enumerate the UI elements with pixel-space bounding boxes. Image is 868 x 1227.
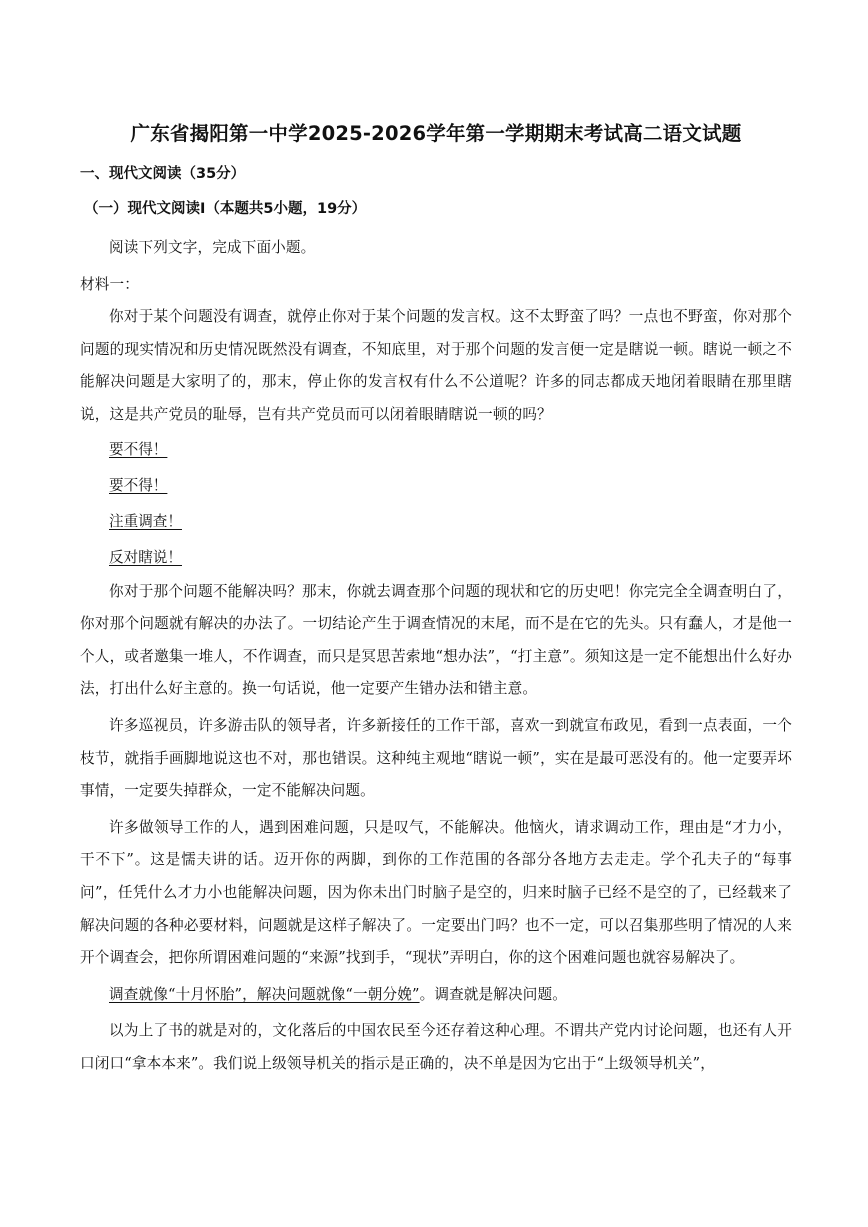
- paragraph-4: 许多做领导工作的人，遇到困难问题，只是叹气，不能解决。他恼火，请求调动工作，理由是“才力小，干不下”。这是懦夫讲的话。迈开你的两脚，到你的工作范围的各部分各地方去走走。学个孔夫子的“每事问”，任凭什么才力小也能解决问题，因为你未出门时脑子是空的，归来时脑子已经不是空的了，已经载来了解决问题的各种必要材料，问题就是这样子解决了。一定要出门吗？也不一定，可以召集那些明了情况的人来开个调查会，把你所谓困难问题的“来源”找到手，“现状”弄明白，你的这个困难问题也就容易解决了。: [80, 818, 792, 967]
- slogan-item: 注重调查！: [109, 512, 182, 530]
- slogan-item: 要不得！: [109, 440, 168, 458]
- instruction-text: 阅读下列文字，完成下面小题。: [109, 239, 316, 256]
- slogan-item: 反对瞎说！: [109, 548, 182, 566]
- paragraph-2: 你对于那个问题不能解决吗？那末，你就去调查那个问题的现状和它的历史吧！你完完全全调查明白了，你对那个问题就有解决的办法了。一切结论产生于调查情况的末尾，而不是在它的先头。只有蠢人，才是他一个人，或者邀集一堆人，不作调查，而只是冥思苦索地“想办法”，“打主意”。须知这是一定不能想出什么好办法，打出什么好主意的。换一句话说，他一定要产生错办法和错主意。: [80, 582, 792, 698]
- paragraph-3: 许多巡视员，许多游击队的领导者，许多新接任的工作干部，喜欢一到就宣布政见，看到一点表面，一个枝节，就指手画脚地说这也不对，那也错误。这种纯主观地“瞎说一顿”，实在是最可恶没有的。他一定要弄坏事情，一定要失掉群众，一定不能解决问题。: [80, 716, 792, 800]
- slogan-item: 要不得！: [109, 476, 168, 494]
- exam-title: 广东省揭阳第一中学2025-2026学年第一学期期末考试高二语文试题: [130, 122, 742, 145]
- underlined-sentence: 调查就像“十月怀胎”，解决问题就像“一朝分娩”: [109, 985, 420, 1003]
- material-label: 材料一：: [80, 275, 139, 293]
- subsection-heading: （一）现代文阅读Ⅰ（本题共5小题，19分）: [84, 201, 367, 217]
- paragraph-6: 以为上了书的就是对的，文化落后的中国农民至今还存着这种心理。不谓共产党内讨论问题，也还有人开口闭口“拿本本来”。我们说上级领导机关的指示是正确的，决不单是因为它出于“上级领导机关”，: [80, 1022, 792, 1072]
- paragraph-5: [80, 979, 792, 1012]
- paragraph-1: 你对于某个问题没有调查，就停止你对于某个问题的发言权。这不太野蛮了吗？一点也不野蛮，你对那个问题的现实情况和历史情况既然没有调查，不知底里，对于那个问题的发言便一定是瞎说一顿。瞎说一顿之不能解决问题是大家明了的，那末，停止你的发言权有什么不公道呢？许多的同志都成天地闭着眼睛在那里瞎说，这是共产党员的耻辱，岂有共产党员而可以闭着眼睛瞎说一顿的吗？: [80, 308, 792, 423]
- paragraph-5-rest: 。调查就是解决问题。: [419, 985, 568, 1003]
- slogan-list: [80, 432, 792, 576]
- section-heading: 一、现代文阅读（35分）: [80, 166, 246, 182]
